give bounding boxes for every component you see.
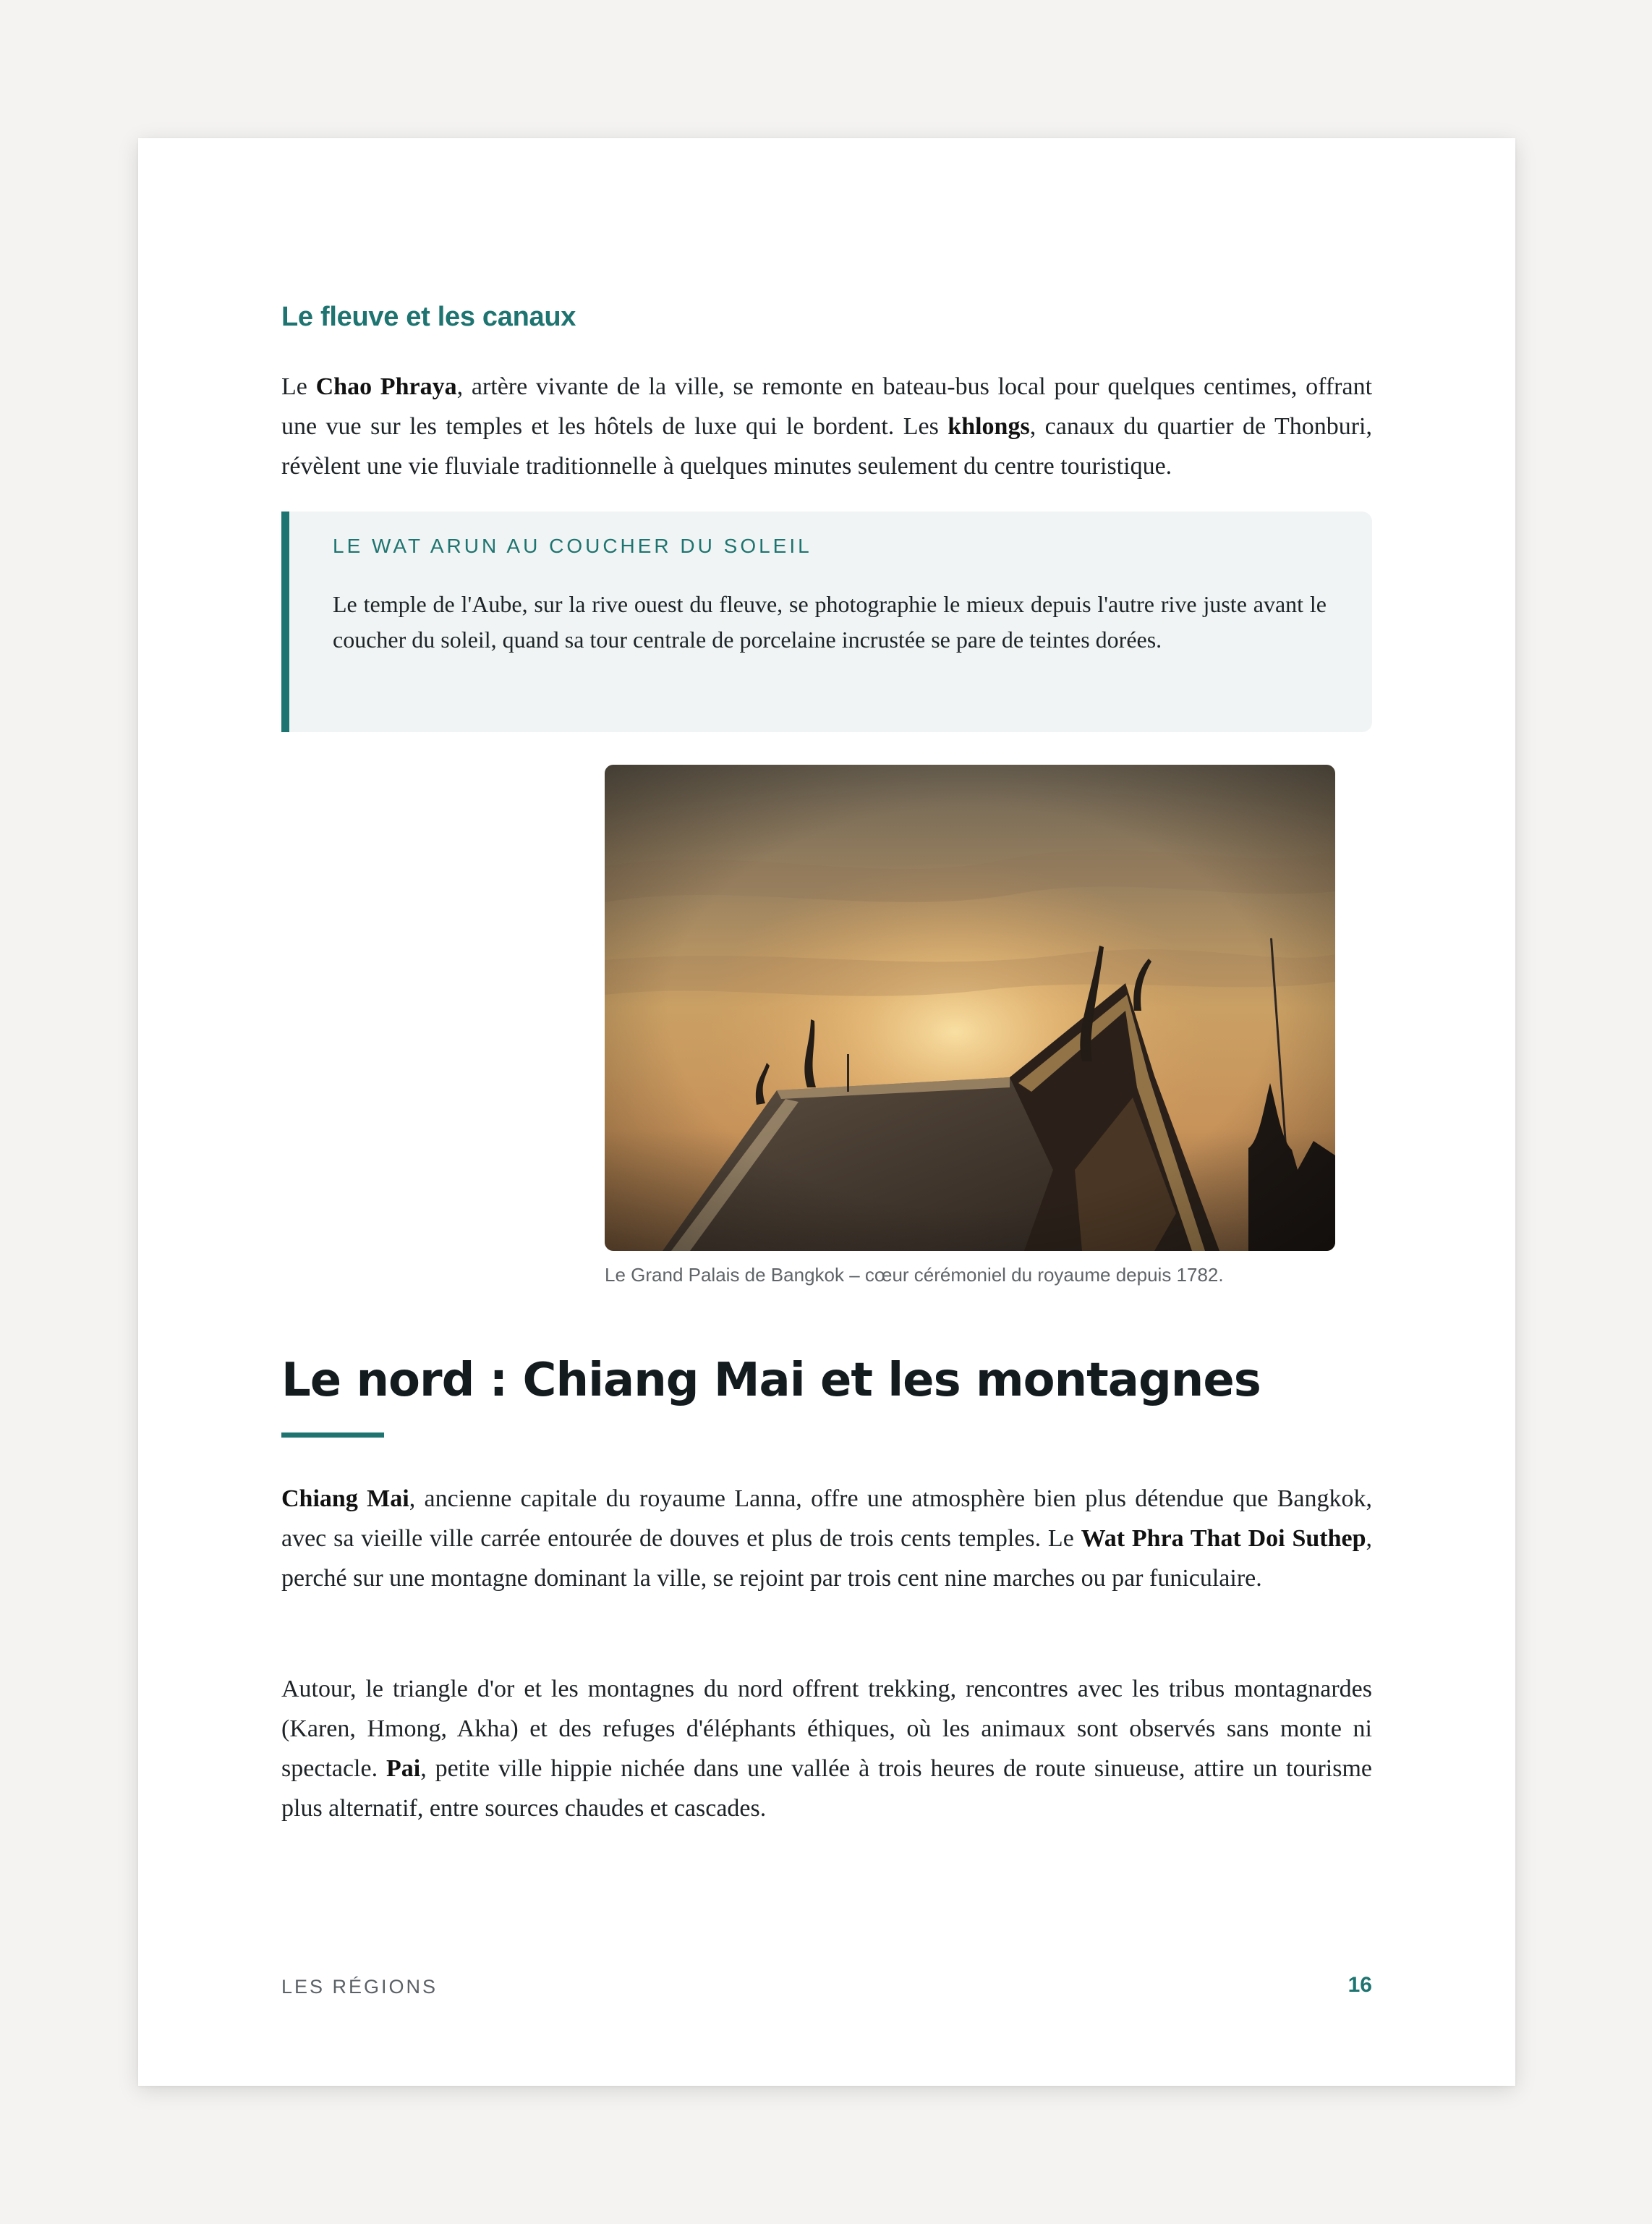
bold-term: Pai (386, 1755, 421, 1782)
chapter-paragraph-2 (281, 1669, 1372, 1828)
text-run: , canaux du quartier de Thonburi, révèlent une vie fluviale traditionnelle à quelques minutes seulement du centre touristique. (281, 413, 1372, 480)
text-run: , petite ville hippie nichée dans une vallée à trois heures de route sinueuse, attire un tourisme plus alternatif, entre sources chaudes et cascades. (281, 1755, 1372, 1822)
text-run: , ancienne capitale du royaume Lanna, offre une atmosphère bien plus détendue que Bangkok, avec sa vieille ville carrée entourée de douves et plus de trois cents temples. Le (281, 1485, 1372, 1552)
text-run: , artère vivante de la ville, se remonte en bateau-bus local pour quelques centimes, offrant une vue sur les temples et les hôtels de luxe qui le bordent. Les (281, 373, 1373, 440)
bold-term: Wat Phra That Doi Suthep (1081, 1525, 1366, 1552)
text-run: Autour, le triangle d'or et les montagnes du nord offrent trekking, rencontres avec les tribus montagnardes (Karen, Hmong, Akha) et des refuges d'éléphants éthiques, où les animaux sont observés sans monte ni spectacle. (281, 1676, 1372, 1782)
section-heading: Le fleuve et les canaux (281, 302, 576, 332)
page-number: 16 (1347, 1973, 1372, 1997)
bold-term: Chao Phraya (315, 373, 457, 400)
callout-box (281, 512, 1372, 732)
text-run: Le (281, 373, 316, 400)
chapter-paragraph-1 (281, 1479, 1372, 1598)
bold-term: khlongs (948, 413, 1030, 440)
document-page (138, 138, 1515, 2086)
section-paragraph (281, 367, 1372, 486)
callout-title: LE WAT ARUN AU COUCHER DU SOLEIL (333, 535, 812, 557)
figure-caption: Le Grand Palais de Bangkok – cœur cérémoniel du royaume depuis 1782. (605, 1264, 1224, 1286)
chapter-heading: Le nord : Chiang Mai et les montagnes (281, 1354, 1261, 1407)
temple-roof-photo (605, 765, 1335, 1251)
running-head: LES RÉGIONS (281, 1976, 438, 1998)
callout-text: Le temple de l'Aube, sur la rive ouest du fleuve, se photographie le mieux depuis l'autre rive juste avant le coucher du soleil, quand sa tour centrale de porcelaine incrustée se pare de teintes dorées. (333, 591, 1327, 653)
heading-underline (281, 1433, 384, 1438)
text-run: , perché sur une montagne dominant la ville, se rejoint par trois cent nine marches ou par funiculaire. (281, 1525, 1373, 1592)
bold-term: Chiang Mai (281, 1485, 409, 1512)
